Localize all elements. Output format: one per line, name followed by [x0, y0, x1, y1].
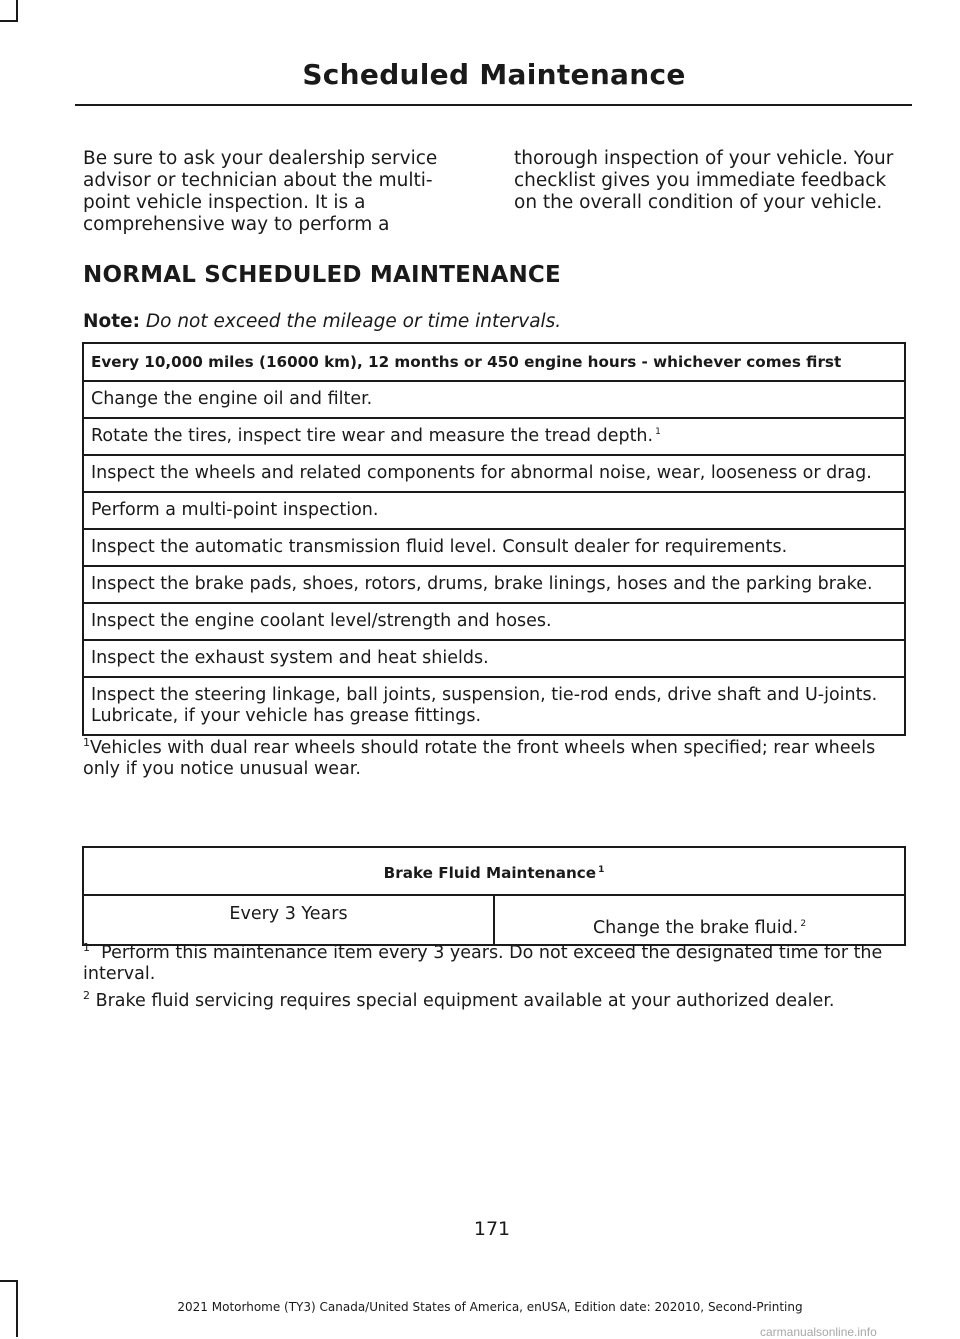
table-row [83, 895, 905, 945]
table-cell [83, 640, 905, 677]
crop-mark-top-left [16, 0, 18, 22]
row-text: Inspect the brake pads, shoes, rotors, drums, brake linings, hoses and the parking brake. [91, 574, 873, 594]
brake-table-header-row [83, 847, 905, 895]
section-heading: NORMAL SCHEDULED MAINTENANCE [83, 262, 561, 288]
table-row [83, 640, 905, 677]
row-text: Inspect the automatic transmission fluid level. Consult dealer for requirements. [91, 537, 788, 557]
footnote-reference: 2 [800, 919, 807, 930]
table-cell [83, 529, 905, 566]
note-label: Note: [83, 311, 140, 332]
table-cell [83, 603, 905, 640]
footnote-reference: 1 [655, 427, 661, 438]
maintenance-footnote [83, 738, 913, 780]
intro-paragraph [83, 148, 907, 236]
crop-mark-top-left-horizontal [0, 20, 18, 22]
title-divider [75, 104, 912, 106]
brake-action-cell [494, 895, 905, 945]
table-row [83, 603, 905, 640]
row-text: Perform a multi-point inspection. [91, 500, 379, 520]
footnote-marker: 2 [83, 989, 90, 1003]
watermark: carmanualsonline.info [760, 1325, 877, 1339]
brake-table-header [83, 847, 905, 895]
table-cell [83, 492, 905, 529]
table-row [83, 677, 905, 735]
footnote-reference: 1 [598, 864, 605, 875]
brake-footnote-2 [83, 991, 913, 1012]
table-cell [83, 566, 905, 603]
edition-line: 2021 Motorhome (TY3) Canada/United States of America, enUSA, Edition date: 202010, Second-Printing [177, 1300, 803, 1314]
row-text: Change the engine oil and filter. [91, 389, 373, 409]
row-text: Inspect the engine coolant level/strength and hoses. [91, 611, 552, 631]
footnote-marker: 1 [83, 736, 90, 750]
table-row [83, 418, 905, 455]
table-row [83, 492, 905, 529]
table-row [83, 381, 905, 418]
note-text: Do not exceed the mileage or time intervals. [145, 311, 562, 332]
row-text: Inspect the wheels and related components for abnormal noise, wear, looseness or drag. [91, 463, 872, 483]
table-row [83, 529, 905, 566]
maintenance-interval-header: Every 10,000 miles (16000 km), 12 months or 450 engine hours - whichever comes first [83, 343, 905, 381]
table-cell [83, 381, 905, 418]
maintenance-table [82, 342, 906, 736]
brake-interval-cell: Every 3 Years [83, 895, 494, 945]
note [83, 310, 561, 334]
page-number: 171 [473, 1218, 511, 1240]
row-text: Inspect the exhaust system and heat shields. [91, 648, 489, 668]
page-title: Scheduled Maintenance [302, 58, 686, 91]
table-row [83, 566, 905, 603]
footnote-marker: 1 [83, 941, 90, 955]
brake-footnote-1 [83, 943, 913, 985]
crop-mark-bottom-left-horizontal [0, 1280, 18, 1282]
footnote-text: Perform this maintenance item every 3 years. Do not exceed the designated time for the interval. [83, 943, 883, 984]
table-cell [83, 418, 905, 455]
table-row [83, 455, 905, 492]
brake-action-text: Change the brake fluid. [592, 918, 799, 938]
maintenance-table-header-row [83, 343, 905, 381]
footnote-text: Brake fluid servicing requires special equipment available at your authorized dealer. [95, 991, 835, 1011]
row-text: Rotate the tires, inspect tire wear and measure the tread depth. [91, 426, 654, 446]
brake-fluid-table [82, 846, 906, 946]
brake-table-title: Brake Fluid Maintenance [383, 864, 597, 882]
table-cell [83, 677, 905, 735]
intro-text: Be sure to ask your dealership service advisor or technician about the multi-point vehicle inspection. It is a comprehensive way to perform a thorough inspection of your vehicle. Your checklist gives you immediate feedback on the overall condition of your vehicle. [83, 148, 894, 235]
footnote-text: Vehicles with dual rear wheels should rotate the front wheels when specified; rear wheels only if you notice unusual wear. [83, 738, 876, 779]
table-cell [83, 455, 905, 492]
row-text: Inspect the steering linkage, ball joints, suspension, tie-rod ends, drive shaft and U-joints. Lubricate, if your vehicle has grease fittings. [91, 685, 878, 726]
